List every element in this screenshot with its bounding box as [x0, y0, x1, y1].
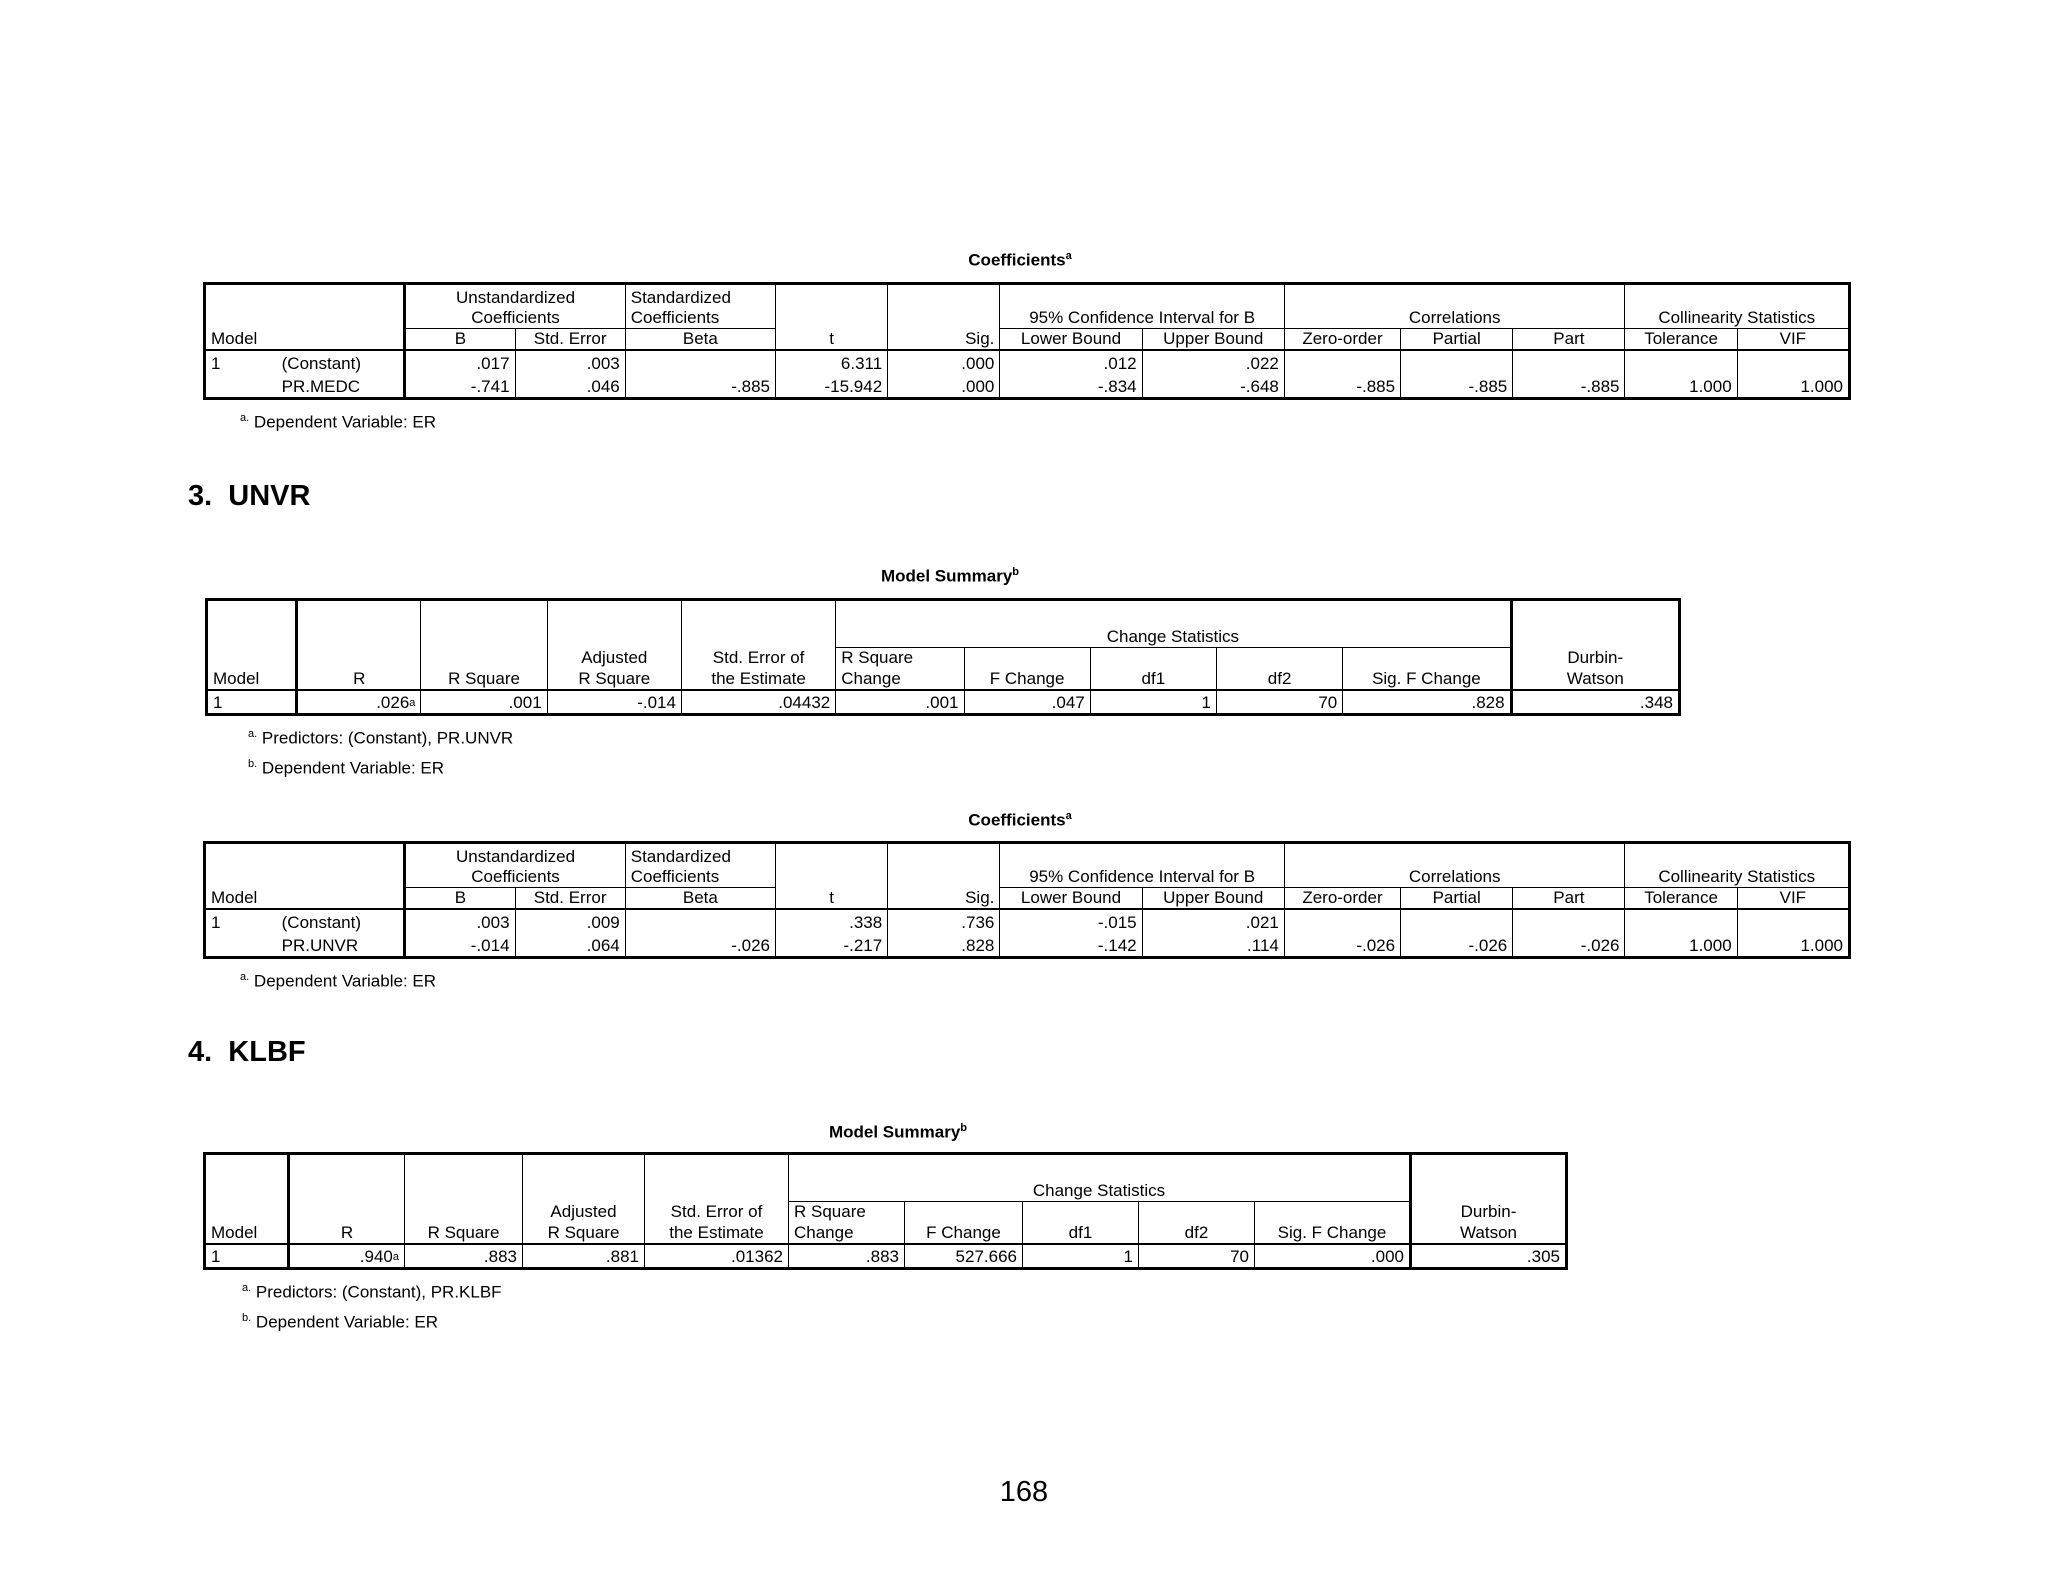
coefficients-table-medc: [203, 282, 1851, 400]
page-number: 168: [999, 1476, 1049, 1508]
coef-medc-title: Coefficients$^a$: [968, 250, 1072, 270]
group-change-statistics: Change Statistics: [789, 1154, 1411, 1202]
group-unstd-2: Coefficients: [405, 308, 625, 329]
model-summary-klbf-title: Model Summary$^b$: [828, 1122, 968, 1142]
col-partial: Partial: [1401, 328, 1513, 350]
col-b: B: [405, 328, 515, 350]
footnote-a: $^{a.}$ Predictors: (Constant), PR.KLBF: [242, 1282, 502, 1302]
col-std-error-estimate: the Estimate: [681, 668, 835, 690]
section-heading-unvr: 3. UNVR: [188, 480, 311, 512]
col-r: R: [297, 668, 421, 690]
col-vif: VIF: [1737, 328, 1849, 350]
col-tolerance: Tolerance: [1625, 328, 1737, 350]
col-t: t: [776, 328, 888, 350]
table-row: PR.MEDC -.741 .046 -.885 -15.942 .000 -.834 -.648 -.885 -.885 -.885 1.000 1.000: [205, 374, 1850, 398]
model-summary-table-klbf: Change Statistics Adjusted Std. Error of R Square Durbin- Model R R Square R Square the Estimate Change F Change df1 df2 Sig. F Change Watson 1 .940$^a$ .883 .881 .01362 .883 527.666 1 70 .000 .305: [203, 1152, 1568, 1270]
group-std-2: Coefficients: [625, 308, 775, 329]
model-summary-unvr-title: Model Summary$^b$: [880, 566, 1020, 586]
group-std-1: Standardized: [625, 284, 775, 308]
col-df1: df1: [1090, 668, 1216, 690]
coefficients-table-unvr: Unstandardized Standardized Coefficients Coefficients 95% Confidence Interval for B Correlations Collinearity Statistics Model B Std. Error Beta t Sig. Lower Bound Upper Bound Zero-order Partial Part Tolerance VIF 1 (Constant) .003 .009 .338 .736 -.015 .021 PR.UNVR -.014 .064 -.026 -.217 .828 -.142 .114 -.026 -.026 -.026 1.000 1.000: [203, 841, 1851, 959]
col-r-square: R Square: [421, 668, 547, 690]
footnote-b: $^{b.}$ Dependent Variable: ER: [242, 1312, 438, 1332]
col-zero-order: Zero-order: [1284, 328, 1400, 350]
footnote-a: $^{a.}$ Dependent Variable: ER: [240, 412, 436, 432]
footnote-a: $^{a.}$ Dependent Variable: ER: [240, 971, 436, 991]
col-lower: Lower Bound: [1000, 328, 1142, 350]
group-coll: Collinearity Statistics: [1625, 308, 1850, 329]
col-upper: Upper Bound: [1142, 328, 1284, 350]
col-sig-f-change: Sig. F Change: [1343, 668, 1511, 690]
col-model: Model: [205, 328, 405, 350]
table-row: 1 (Constant) .003 .009 .338 .736 -.015 .021: [205, 909, 1850, 933]
col-model: Model: [207, 668, 297, 690]
model-summary-table-unvr: Change Statistics Adjusted Std. Error of R Square Durbin- Model R R Square R Square the Estimate Change F Change df1 df2 Sig. F Change Watson 1 .026$^a$ .001 -.014 .04432 .001 .047 1 70 .828 .348: [205, 598, 1681, 716]
col-f-change: F Change: [964, 668, 1090, 690]
col-df2: df2: [1217, 668, 1343, 690]
col-r-square-change: Change: [836, 668, 964, 690]
group-ci: 95% Confidence Interval for B: [1000, 308, 1285, 329]
col-std-error: Std. Error: [515, 328, 625, 350]
group-change-statistics: Change Statistics: [836, 600, 1511, 648]
table-row: 1 (Constant) .017 .003 6.311 .000 .012 .022: [205, 350, 1850, 374]
table-row: 1 .026$^a$ .001 -.014 .04432 .001 .047 1 70 .828 .348: [207, 690, 1680, 714]
footnote-b: $^{b.}$ Dependent Variable: ER: [248, 758, 444, 778]
section-heading-klbf: 4. KLBF: [188, 1036, 306, 1068]
group-corr: Correlations: [1284, 308, 1625, 329]
table-row: PR.UNVR -.014 .064 -.026 -.217 .828 -.142 .114 -.026 -.026 -.026 1.000 1.000: [205, 933, 1850, 957]
col-beta: Beta: [625, 328, 775, 350]
col-adjusted-r-square: R Square: [547, 668, 681, 690]
group-unstd-1: Unstandardized: [405, 284, 625, 308]
col-part: Part: [1513, 328, 1625, 350]
coef-unvr-title: Coefficients$^a$: [968, 810, 1072, 830]
footnote-a: $^{a.}$ Predictors: (Constant), PR.UNVR: [248, 728, 514, 748]
table-row: 1 .940$^a$ .883 .881 .01362 .883 527.666 1 70 .000 .305: [205, 1244, 1567, 1268]
col-sig: Sig.: [888, 328, 1000, 350]
col-durbin-watson: Watson: [1511, 668, 1679, 690]
